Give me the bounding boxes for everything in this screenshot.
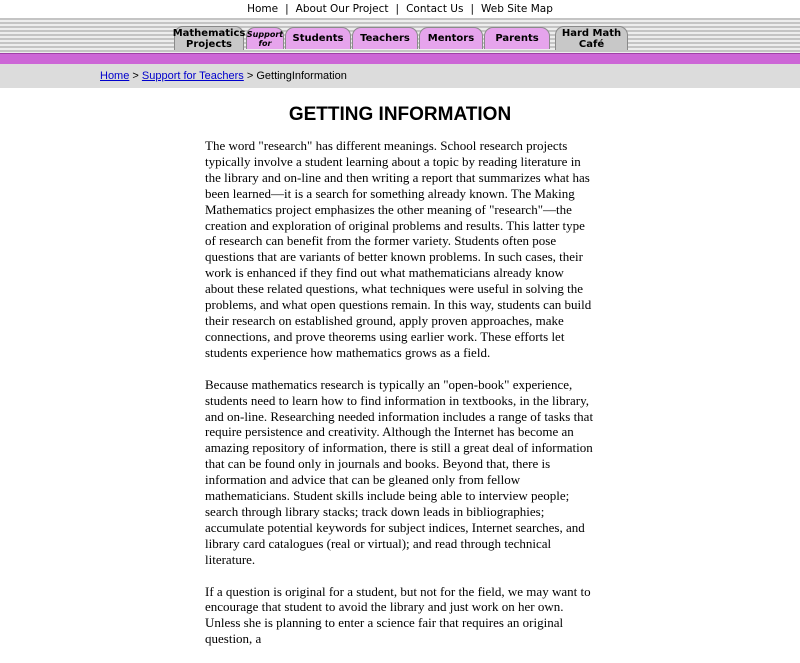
separator: | [285, 3, 289, 15]
nav-underline-bar [0, 53, 800, 64]
paragraph: Because mathematics research is typically an "open-book" experience, students need to learn how to find information in textbooks, in the library, and on-line. Researching needed information includes a range of tasks that require persistence and creativity. Although the Internet has become an amazing repository of information, there is still a great deal of information that can be found only in journals and books. Beyond that, there is information and advice that can be gleaned only from fellow mathematicians. Student skills include being able to interview people; search through library stacks; track down leads in bibliographies; accumulate potential keywords for subject indices, Internet searches, and library card catalogues (real or virtual); and read through technical literature. [205, 376, 594, 567]
separator: | [470, 3, 474, 15]
about-link[interactable]: About Our Project [295, 3, 389, 15]
top-links-bar [0, 0, 800, 18]
breadcrumb-current: GettingInformation [256, 70, 347, 82]
tab-label: Support [246, 29, 284, 39]
tab-label: Hard Math [561, 27, 622, 39]
sitemap-link[interactable]: Web Site Map [481, 3, 553, 15]
tab-label: for [258, 38, 272, 48]
tab-label: Parents [495, 33, 539, 44]
page-title: GETTING INFORMATION [288, 104, 512, 125]
breadcrumb-separator: > [129, 70, 142, 82]
breadcrumb-home-link[interactable]: Home [100, 70, 130, 82]
tab-label: Students [292, 33, 344, 44]
tab-teachers[interactable] [352, 27, 418, 49]
tab-label: Mentors [427, 33, 475, 44]
breadcrumb [0, 64, 800, 88]
breadcrumb-support-link[interactable]: Support for Teachers [141, 70, 244, 82]
tab-label: Projects [186, 38, 233, 50]
article-body [205, 138, 595, 663]
tab-label: Teachers [360, 33, 410, 44]
breadcrumb-separator: > [243, 70, 257, 82]
tab-label: Mathematics [172, 27, 246, 39]
tab-mathematics-projects[interactable] [174, 26, 244, 50]
tab-hard-math-cafe[interactable] [555, 26, 628, 50]
contact-link[interactable]: Contact Us [406, 3, 464, 15]
paragraph: The word "research" has different meanings. School research projects typically involve a student learning about a topic by reading literature in the library and on-line and then writing a report that summarizes what has been learned—it is a search for something already known. The Making Mathematics project emphasizes the other meaning of "research"—the creation and exploration of original problems and results. This latter type of research can benefit from the former variety. Students often pose questions that are variants of better known problems. In such cases, their work is enhanced if they find out what mathematicians already know about these related questions, what techniques were useful in solving the problems, and what open questions remain. In this way, students can build their research on established ground, apply proven approaches, make connections, and prove theorems using earlier work. These efforts let students experience how mathematics grows as a field. [205, 138, 592, 360]
paragraph: If a question is original for a student, but not for the field, we may want to encourage that student to avoid the library and just work on her own. Unless she is planning to enter a science fair that requires an original question, a [205, 583, 591, 647]
tab-parents[interactable] [484, 27, 550, 49]
separator: | [395, 3, 400, 15]
tab-mentors[interactable] [419, 27, 483, 49]
tab-support-for[interactable] [246, 27, 284, 49]
tab-label: Café [578, 38, 605, 50]
tab-students[interactable] [285, 27, 351, 49]
home-link[interactable]: Home [247, 3, 279, 15]
